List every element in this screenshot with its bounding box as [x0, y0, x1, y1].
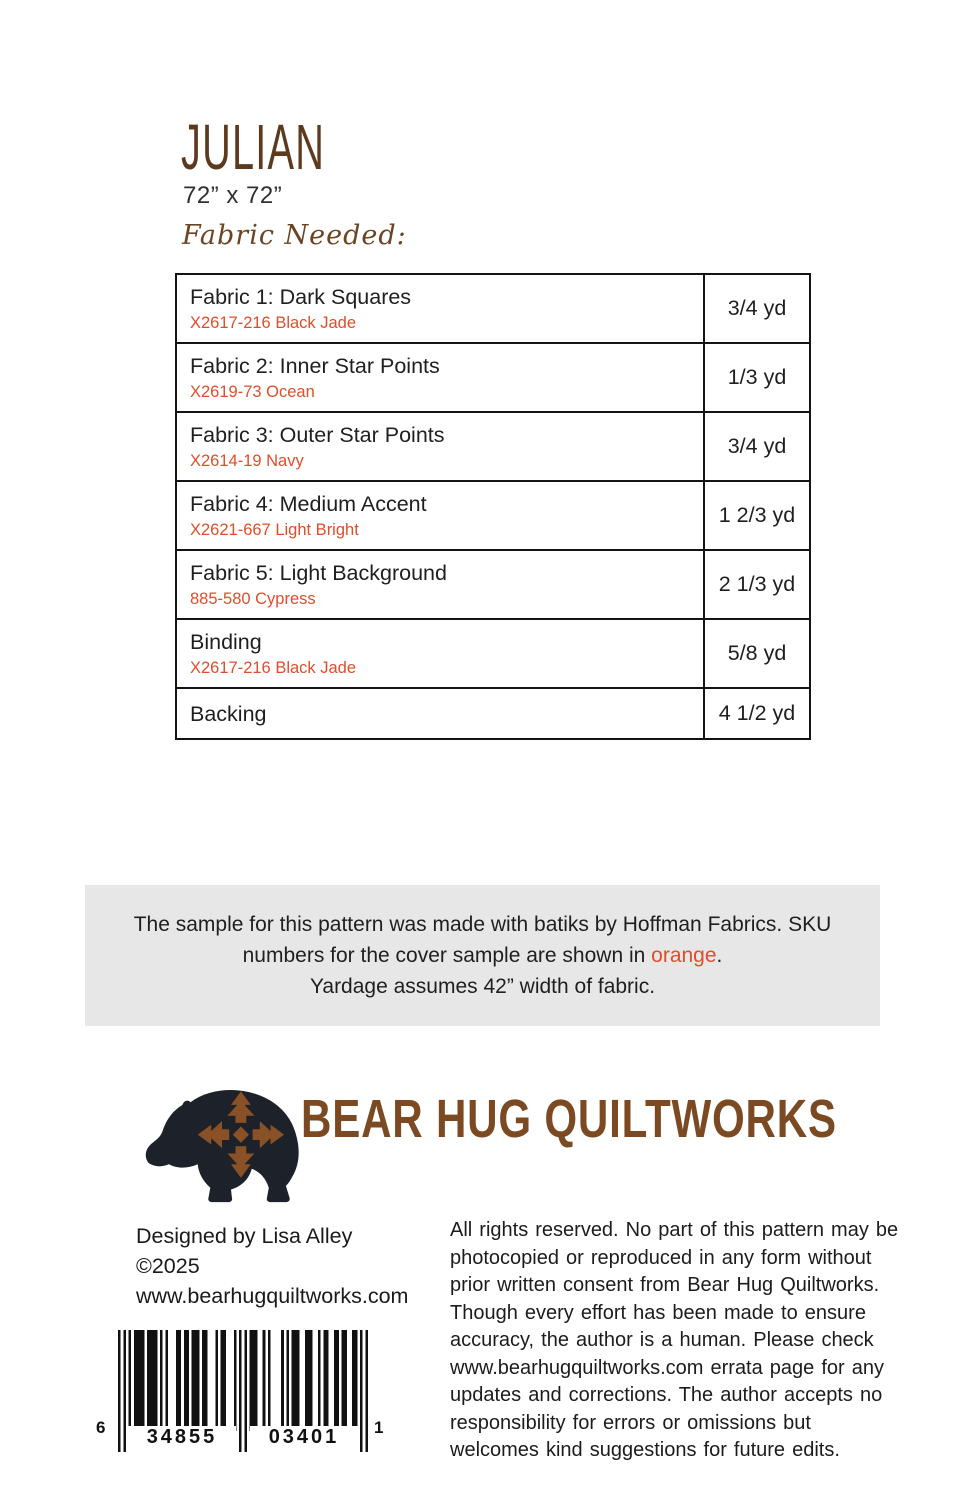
table-row — [176, 481, 810, 550]
fabric-sku: X2619-73 Ocean — [190, 383, 315, 401]
orange-highlight: orange — [651, 944, 717, 967]
brand-wordmark: BEAR HUG QUILTWORKS — [301, 1089, 837, 1149]
fabric-yardage: 2 1/3 yd — [718, 572, 796, 596]
upc-barcode — [98, 1330, 408, 1470]
website: www.bearhugquiltworks.com — [136, 1284, 409, 1308]
table-row — [176, 412, 810, 481]
sample-note-box — [85, 885, 880, 1026]
note-line-3: Yardage assumes 42” width of fabric. — [309, 975, 656, 998]
quilt-size: 72” x 72” — [183, 182, 283, 209]
fabric-sku: X2617-216 Black Jade — [190, 314, 357, 332]
table-row — [176, 550, 810, 619]
fabric-sku: X2621-667 Light Bright — [190, 521, 359, 539]
fabric-sku: 885-580 Cypress — [190, 590, 316, 608]
pattern-title: JULIAN — [181, 111, 326, 183]
fabric-name: Fabric 1: Dark Squares — [190, 285, 412, 309]
designed-by: Designed by Lisa Alley — [136, 1224, 353, 1248]
table-row — [176, 274, 810, 343]
fabric-yardage: 1/3 yd — [727, 365, 787, 389]
barcode-left-digit: 6 — [96, 1418, 106, 1437]
fabric-yardage: 4 1/2 yd — [718, 701, 796, 725]
fabric-name: Fabric 5: Light Background — [190, 561, 447, 585]
fabric-yardage: 1 2/3 yd — [718, 503, 796, 527]
rights-paragraph: All rights reserved. No part of this pattern may be photocopied or reproduced in any form without prior written consent from Bear Hug Quiltworks. Though every effort has been made to ensure accuracy, the author is a human. Please check www.bearhugquiltworks.com errata page for any updates and corrections. The author accepts no responsibility for errors or omissions but welcomes kind suggestions for future edits. — [450, 1219, 899, 1461]
table-row — [176, 343, 810, 412]
fabric-requirements-table — [175, 273, 811, 740]
copyright: ©2025 — [136, 1254, 200, 1278]
fabric-name: Binding — [190, 630, 262, 654]
bear-logo-icon — [132, 1077, 312, 1212]
table-row — [176, 619, 810, 688]
barcode-group-1: 34855 — [128, 1426, 236, 1452]
note-line-1: The sample for this pattern was made with batiks by Hoffman Fabrics. SKU — [133, 913, 832, 936]
credits-block — [136, 1221, 408, 1311]
fabric-needed-label: Fabric Needed: — [182, 220, 407, 251]
fabric-yardage: 3/4 yd — [727, 296, 787, 320]
note-line-2: numbers for the cover sample are shown in orange. — [242, 944, 723, 967]
barcode-right-digit: 1 — [374, 1418, 384, 1437]
fabric-yardage: 5/8 yd — [727, 641, 787, 665]
fabric-sku: X2617-216 Black Jade — [190, 659, 357, 677]
fabric-name: Fabric 4: Medium Accent — [190, 492, 427, 516]
table-row — [176, 688, 810, 739]
barcode-group-2: 03401 — [250, 1426, 358, 1452]
fabric-name: Fabric 3: Outer Star Points — [190, 423, 445, 447]
fabric-sku: X2614-19 Navy — [190, 452, 304, 470]
fabric-name: Fabric 2: Inner Star Points — [190, 354, 440, 378]
fabric-yardage: 3/4 yd — [727, 434, 787, 458]
fabric-name: Backing — [190, 701, 267, 726]
